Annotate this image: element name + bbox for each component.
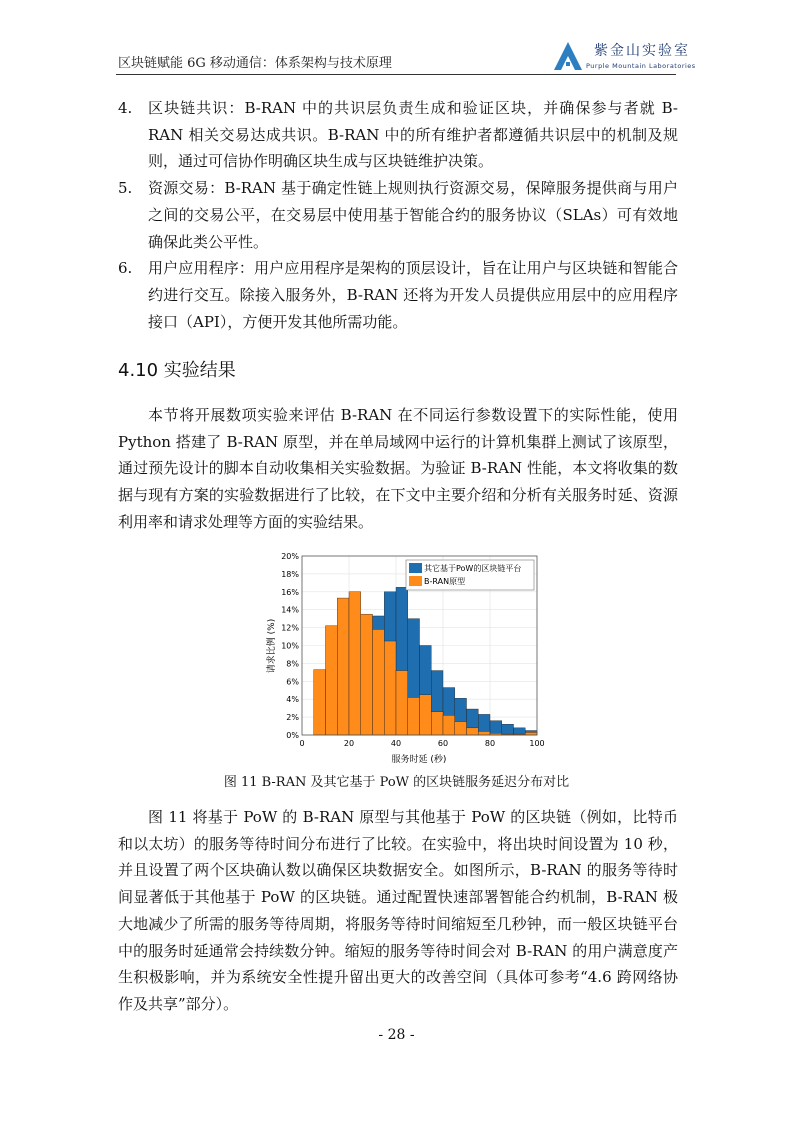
x-tick-label: 80 <box>484 739 496 748</box>
figure-caption: 图 11 B-RAN 及其它基于 PoW 的区块链服务延迟分布对比 <box>223 775 570 790</box>
bar-bran <box>467 728 479 735</box>
latency-histogram-chart <box>258 546 548 770</box>
x-tick-label: 0 <box>299 739 305 748</box>
y-tick-label: 12% <box>281 623 299 633</box>
numbered-list <box>118 95 678 335</box>
y-tick-label: 14% <box>281 605 299 615</box>
bar-bran <box>478 731 490 735</box>
y-tick-label: 16% <box>281 587 299 597</box>
logo-name: 紫金山实验室 <box>594 43 690 59</box>
legend-label-pow: 其它基于PoW的区块链平台 <box>424 564 522 573</box>
y-tick-label: 0% <box>286 731 299 740</box>
y-tick-label: 8% <box>286 659 299 669</box>
y-tick-label: 20% <box>281 552 299 561</box>
bar-bran <box>373 629 385 735</box>
bar-bran <box>384 641 396 735</box>
list-item-text: 用户应用程序：用户应用程序是架构的顶层设计，旨在让用户与区块链和智能合约进行交互。除接入服务外，B-RAN 还将为开发人员提供应用层中的应用程序接口（API），方便开发其他所需功能。 <box>148 259 678 331</box>
body-paragraph: 本节将开展数项实验来评估 B-RAN 在不同运行参数设置下的实际性能，使用 Python 搭建了 B-RAN 原型，并在单局域网中运行的计算机集群上测试了该原型，通过预先设计的脚本自动收集相关实验数据。为验证 B-RAN 性能，本文将收集的数据与现有方案的实验数据进行了比较，在下文中主要介绍和分析有关服务时延、资源利用率和请求处理等方面的实验结果。 <box>118 406 678 531</box>
list-item <box>118 255 678 335</box>
bar-bran <box>326 626 338 735</box>
bar-bran <box>455 722 467 735</box>
x-tick-label: 20 <box>343 739 355 748</box>
y-axis-label: 请求比例 (%) <box>267 618 277 674</box>
bar-bran <box>408 697 420 735</box>
list-item <box>118 175 678 255</box>
bar-bran <box>431 712 443 735</box>
x-axis-label: 服务时延 (秒) <box>391 755 447 765</box>
page-number: - 28 - <box>378 1027 415 1043</box>
body-paragraph: 图 11 将基于 PoW 的 B-RAN 原型与其他基于 PoW 的区块链（例如，比特币和以太坊）的服务等待时间分布进行了比较。在实验中，将出块时间设置为 10 秒，并且设置了两个区块确认数以确保区块数据安全。如图所示，B-RAN 的服务等待时间显著低于其他基于 PoW 的区块链。通过配置快速部署智能合约机制，B-RAN 极大地减少了所需的服务等待周期，将服务等待时间缩短至几秒钟，而一般区块链平台中的服务时延通常会持续数分钟。缩短的服务等待时间会对 B-RAN 的用户满意度产生积极影响，并为系统安全性提升留出更大的改善空间（具体可参考“4.6 跨网络协作及共享”部分）。 <box>118 808 678 1013</box>
list-item <box>118 95 678 175</box>
x-tick-label: 40 <box>390 739 402 748</box>
y-tick-label: 18% <box>281 569 299 579</box>
bar-bran <box>396 671 408 735</box>
list-item-number: 5. <box>118 179 133 198</box>
header-rule <box>116 74 676 75</box>
section-heading: 4.10 实验结果 <box>118 360 236 381</box>
y-tick-label: 6% <box>286 677 299 687</box>
bar-pow <box>490 721 502 735</box>
bar-bran <box>349 592 361 735</box>
legend <box>406 560 534 590</box>
bar-bran <box>337 598 349 735</box>
list-item-number: 4. <box>118 99 133 117</box>
bar-bran <box>525 732 537 735</box>
y-tick-label: 10% <box>281 641 299 651</box>
bar-bran <box>443 715 455 735</box>
y-tick-label: 4% <box>286 695 299 705</box>
list-item-text: 资源交易：B-RAN 基于确定性链上规则执行资源交易，保障服务提供商与用户之间的交易公平，在交易层中使用基于智能合约的服务协议（SLAs）可有效地确保此类公平性。 <box>148 179 678 251</box>
x-tick-label: 100 <box>529 739 545 748</box>
logo-subtitle: Purple Mountain Laboratories <box>586 62 696 70</box>
x-tick-label: 60 <box>437 739 449 748</box>
list-item-number: 6. <box>118 259 133 278</box>
y-tick-label: 2% <box>286 713 299 723</box>
running-header: 区块链赋能 6G 移动通信：体系架构与技术原理 <box>118 56 392 71</box>
legend-swatch-pow <box>409 563 422 573</box>
bar-bran <box>361 614 373 735</box>
list-item-text: 区块链共识：B-RAN 中的共识层负责生成和验证区块，并确保参与者就 B-RAN 相关交易达成共识。B-RAN 中的所有维护者都遵循共识层中的机制及规则，通过可信协作明确区块生成与区块链维护决策。 <box>148 99 678 171</box>
bar-pow <box>502 724 514 735</box>
bar-bran <box>314 670 326 735</box>
bar-bran <box>420 695 432 735</box>
legend-swatch-bran <box>409 576 422 586</box>
legend-label-bran: B-RAN原型 <box>424 577 466 586</box>
